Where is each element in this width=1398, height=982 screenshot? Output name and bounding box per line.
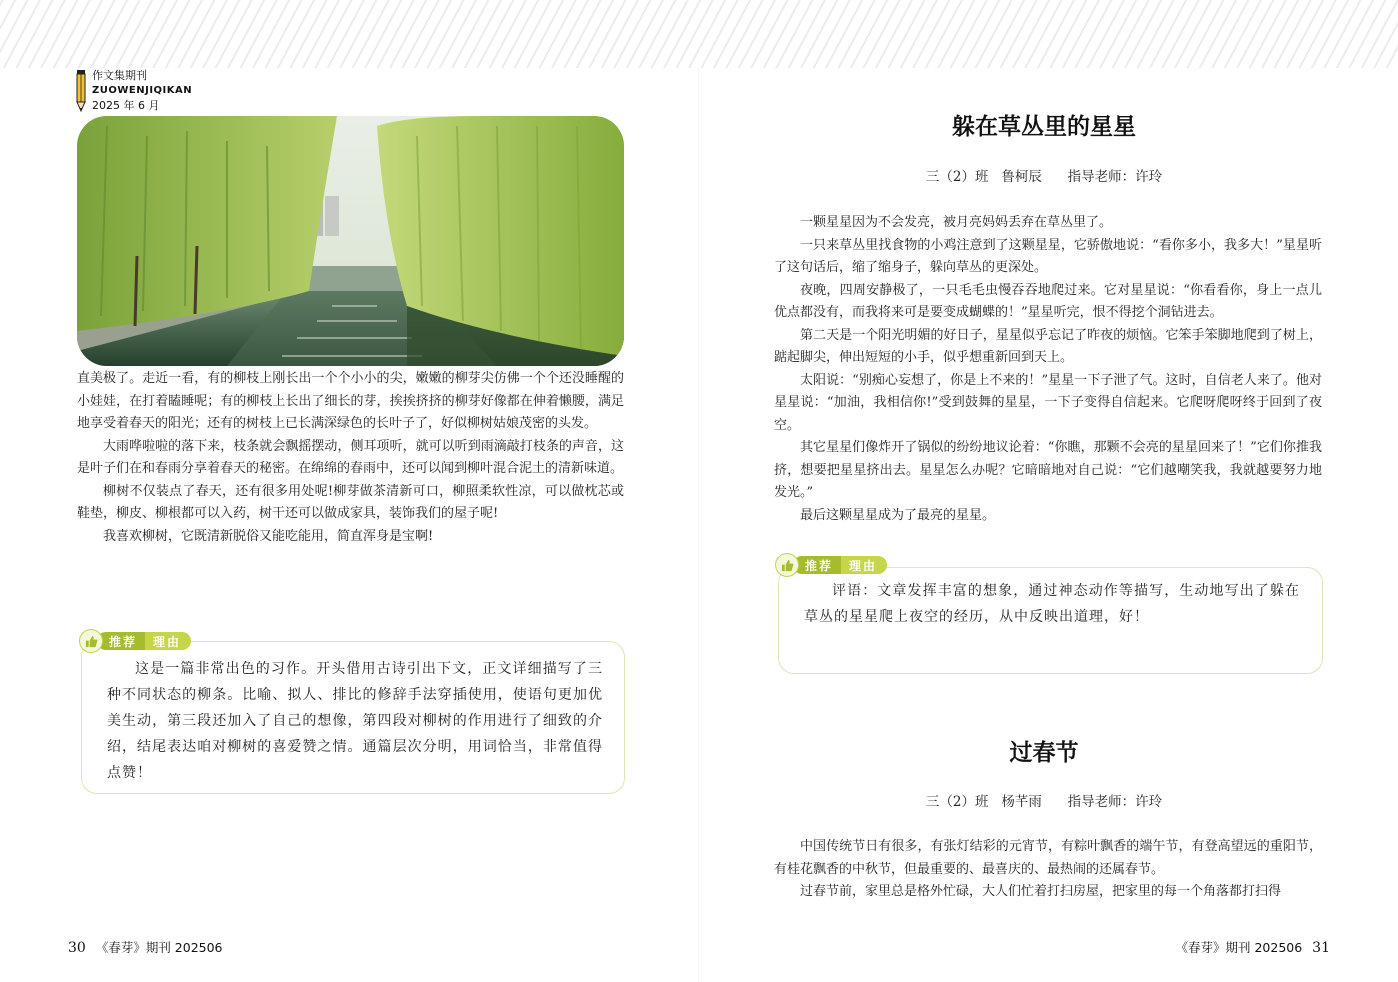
recommend-text-left: 这是一篇非常出色的习作。开头借用古诗引出下文，正文详细描写了三种不同状态的柳条。比喻、拟人、排比的修辞手法穿插使用，使语句更加优美生动，第三段还加入了自己的想像，第四段对柳树的作用进行了细致的介绍，结尾表达咱对柳树的喜爱赞之情。通篇层次分明，用词恰当，非常值得点赞！ — [107, 661, 603, 781]
article-2-body — [774, 836, 1322, 904]
recommend-text-right: 评语：文章发挥丰富的想象，通过神态动作等描写，生动地写出了躲在草丛的星星爬上夜空的经历，从中反映出道理，好！ — [804, 583, 1300, 625]
paragraph: 第二天是一个阳光明媚的好日子，星星似乎忘记了昨夜的烦恼。它笨手笨脚地爬到了树上，踮起脚尖，伸出短短的小手，似乎想重新回到天上。 — [774, 327, 1322, 365]
badge-label-reason: 理由 — [841, 556, 887, 574]
willow-canal-photo — [77, 116, 624, 366]
badge-label-recommend: 推荐 — [793, 556, 841, 574]
paragraph: 中国传统节日有很多，有张灯结彩的元宵节，有粽叶飘香的端午节，有登高望远的重阳节，有桂花飘香的中秋节，但最重要的、最喜庆的、最热闹的还属春节。 — [774, 839, 1322, 877]
masthead-date: 2025 年 6 月 — [92, 99, 160, 112]
paragraph: 夜晚，四周安静极了，一只毛毛虫慢吞吞地爬过来。它对星星说：“你看看你，身上一点儿优点都没有，而我将来可是要变成蝴蝶的！”星星听完，恨不得挖个洞钻进去。 — [774, 282, 1322, 320]
paragraph: 一只来草丛里找食物的小鸡注意到了这颗星星，它骄傲地说：“看你多小，我多大！”星星听了这句话后，缩了缩身子，躲向草丛的更深处。 — [774, 237, 1322, 275]
footer-right — [1175, 938, 1330, 956]
paragraph: 一颗星星因为不会发亮，被月亮妈妈丢弃在草丛里了。 — [800, 215, 1113, 230]
recommend-badge-right — [775, 554, 887, 576]
thumbs-up-icon — [775, 553, 799, 577]
spread-fold — [698, 68, 700, 982]
recommend-badge-left — [79, 630, 191, 652]
footer-left-text: 《春芽》期刊 202506 — [95, 940, 223, 955]
paragraph: 其它星星们像炸开了锅似的纷纷地议论着：“你瞧，那颗不会亮的星星回来了！”它们你推我挤，想要把星星挤出去。星星怎么办呢？它暗暗地对自己说：“它们越嘲笑我，我就越要努力地发光。” — [774, 440, 1322, 500]
article-1-byline: 三（2）班 鲁柯辰 指导老师：许玲 — [925, 169, 1163, 185]
page-number-right: 31 — [1312, 940, 1330, 956]
thumbs-up-icon — [79, 629, 103, 653]
paragraph: 太阳说：“别痴心妄想了，你是上不来的！”星星一下子泄了气。这时，自信老人来了。他对星星说：“加油，我相信你!”受到鼓舞的星星，一下子变得自信起来。它爬呀爬呀终于回到了夜空。 — [774, 372, 1322, 433]
left-article-body — [77, 368, 624, 548]
article-1-body — [774, 212, 1322, 527]
page-number-left: 30 — [68, 940, 86, 956]
footer-left — [68, 938, 223, 956]
article-2-title: 过春节 — [1009, 739, 1079, 766]
paragraph: 我喜欢柳树，它既清新脱俗又能吃能用，简直浑身是宝啊! — [103, 528, 434, 544]
decorative-header-stripes — [0, 0, 1398, 68]
badge-label-recommend: 推荐 — [97, 632, 145, 650]
paragraph: 最后这颗星星成为了最亮的星星。 — [800, 507, 996, 523]
masthead-title: 作文集期刊 — [92, 69, 147, 82]
paragraph: 柳树不仅装点了春天，还有很多用处呢!柳芽做茶清新可口，柳照柔软性凉，可以做枕芯或鞋垫，柳皮、柳根都可以入药，树干还可以做成家具，装饰我们的屋子呢! — [77, 483, 624, 521]
paragraph: 直美极了。走近一看，有的柳枝上刚长出一个个小小的尖，嫩嫩的柳芽尖仿佛一个个还没睡醒的小娃娃，在打着瞌睡呢；有的柳枝上长出了细长的芽，挨挨挤挤的柳芽好像都在伸着懒腰，满足地享受着春天的阳光；还有的树枝上已长满深绿色的长叶子了，好似柳树姑娘茂密的头发。 — [77, 371, 624, 431]
pencil-icon — [76, 70, 86, 112]
paragraph: 大雨哗啦啦的落下来，枝条就会飘摇摆动，侧耳项听，就可以听到雨滴敲打枝条的声音，这是叶子们在和春雨分享着春天的秘密。在绵绵的春雨中，还可以闻到柳叶混合泥土的清新味道。 — [77, 438, 624, 476]
badge-label-reason: 理由 — [145, 632, 191, 650]
article-1-title: 躲在草丛里的星星 — [952, 113, 1136, 140]
footer-right-text: 《春芽》期刊 202506 — [1175, 940, 1303, 955]
paragraph: 过春节前，家里总是格外忙碌，大人们忙着打扫房屋，把家里的每一个角落都打扫得 — [800, 884, 1282, 899]
article-2-byline: 三（2）班 杨芊雨 指导老师：许玲 — [925, 794, 1163, 810]
masthead-subtitle: ZUOWENJIQIKAN — [92, 85, 193, 96]
